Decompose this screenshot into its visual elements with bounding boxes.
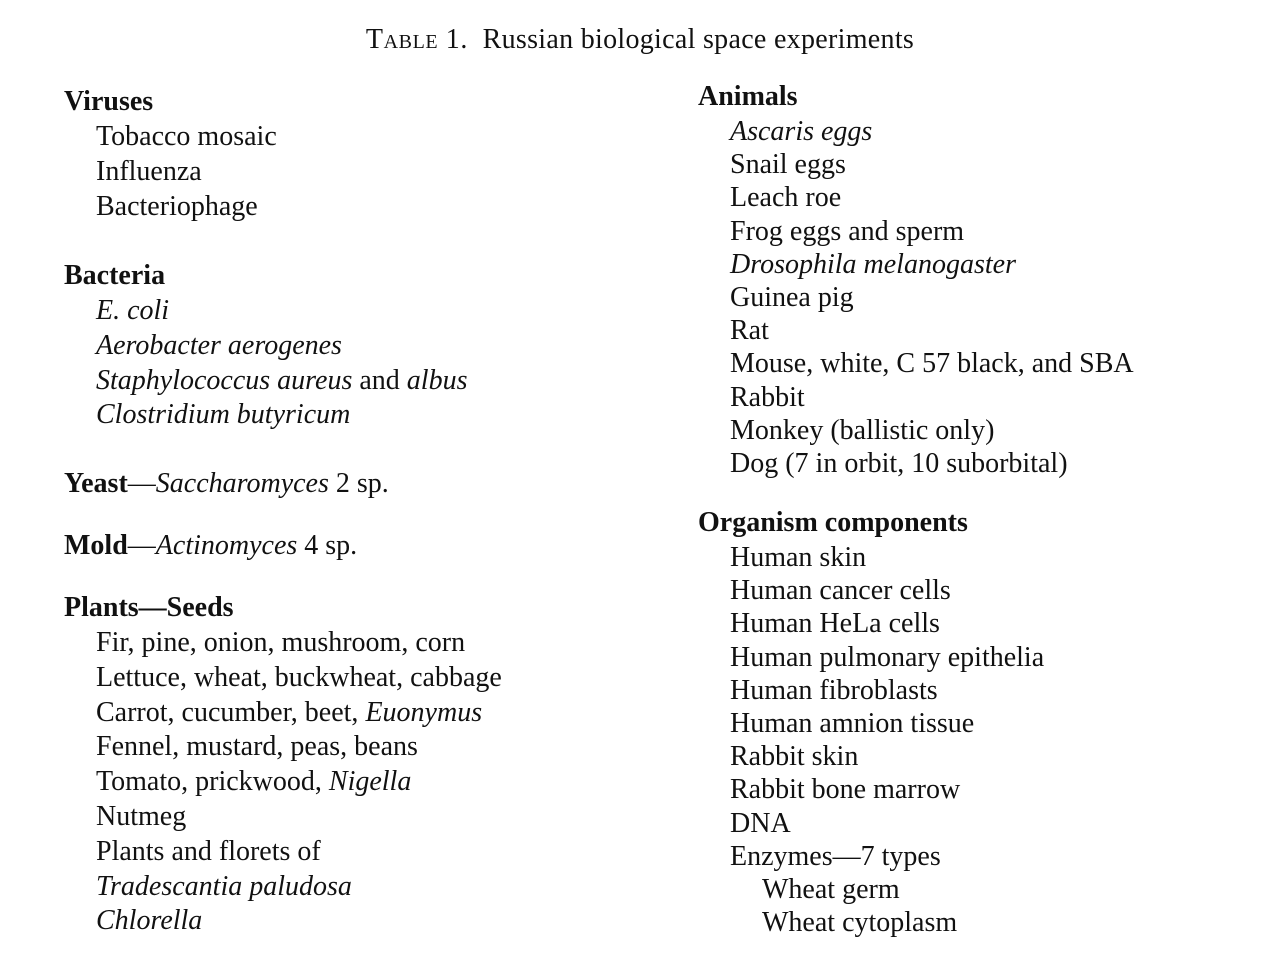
section-bacteria — [64, 258, 467, 433]
section-heading: Organism components — [698, 507, 968, 538]
list-item: Influenza — [96, 155, 202, 187]
species-name: Nigella — [328, 766, 412, 798]
species-name: albus — [406, 364, 468, 396]
list-item: Human fibroblasts — [730, 674, 938, 706]
list-item: Human cancer cells — [730, 575, 951, 607]
list-item: Drosophila melanogaster — [730, 248, 1016, 280]
list-item — [64, 765, 502, 800]
section-yeast — [64, 466, 389, 502]
list-item: Rabbit skin — [730, 741, 859, 773]
list-item: Human HeLa cells — [730, 608, 940, 640]
section-heading: Animals — [698, 81, 798, 112]
species-count: 4 sp. — [304, 530, 358, 561]
dash: — — [127, 468, 156, 499]
section-heading: Plants—Seeds — [64, 592, 234, 623]
dash: — — [127, 530, 156, 561]
list-item: Clostridium butyricum — [96, 399, 351, 431]
species-count: 2 sp. — [335, 468, 389, 499]
list-item: Human amnion tissue — [730, 707, 975, 739]
list-item: DNA — [730, 807, 791, 839]
list-item: Ascaris eggs — [730, 116, 873, 147]
section-mold — [64, 528, 357, 564]
list-item: Dog (7 in orbit, 10 suborbital) — [730, 447, 1068, 479]
list-item: Rabbit bone marrow — [730, 774, 961, 806]
section-heading: Bacteria — [64, 260, 166, 291]
list-subitem: Wheat germ — [762, 873, 900, 905]
list-item: Fir, pine, onion, mushroom, corn — [96, 627, 466, 658]
item-text: Carrot, cucumber, beet, — [96, 696, 359, 728]
section-heading: Yeast — [64, 468, 128, 499]
list-item: Fennel, mustard, peas, beans — [96, 731, 418, 763]
list-item: Lettuce, wheat, buckwheat, cabbage — [96, 661, 502, 693]
list-item: Human skin — [730, 542, 867, 573]
list-item: Monkey (ballistic only) — [730, 414, 995, 446]
list-item: Aerobacter aerogenes — [96, 329, 342, 361]
species-name: Actinomyces — [155, 530, 298, 561]
section-heading: Mold — [64, 530, 128, 561]
species-name: Saccharomyces — [155, 468, 329, 499]
list-item: Guinea pig — [730, 281, 854, 313]
list-item: Chlorella — [96, 905, 203, 937]
list-item: Mouse, white, C 57 black, and SBA — [730, 348, 1134, 380]
list-item: Plants and florets of — [96, 835, 321, 867]
list-item: Snail eggs — [730, 149, 846, 181]
section-organism-components — [698, 505, 1044, 939]
section-heading: Viruses — [64, 86, 154, 117]
table-title — [0, 20, 1280, 60]
section-viruses — [64, 84, 277, 224]
list-item: Human pulmonary epithelia — [730, 641, 1045, 673]
section-plants — [64, 590, 502, 939]
list-item: Frog eggs and sperm — [730, 215, 965, 247]
list-item: Rat — [730, 315, 769, 347]
species-name: Staphylococcus aureus — [96, 364, 353, 396]
list-item — [64, 364, 467, 399]
list-item: Nutmeg — [96, 800, 187, 832]
section-animals — [698, 79, 1134, 480]
list-item: Bacteriophage — [96, 190, 258, 222]
species-name: Euonymus — [365, 696, 483, 728]
list-item: Enzymes—7 types — [730, 840, 941, 872]
table-label: Table 1. — [365, 24, 469, 55]
list-item: Leach roe — [730, 182, 842, 214]
list-item: Rabbit — [730, 381, 805, 413]
list-item — [64, 696, 502, 731]
list-item: Tradescantia paludosa — [96, 870, 352, 902]
conjunction: and — [359, 364, 400, 396]
list-item: E. coli — [96, 295, 170, 326]
table-caption: Russian biological space experiments — [482, 24, 915, 55]
list-subitem: Wheat cytoplasm — [762, 907, 958, 939]
list-item: Tobacco mosaic — [96, 121, 277, 152]
item-text: Tomato, prickwood, — [96, 766, 322, 798]
